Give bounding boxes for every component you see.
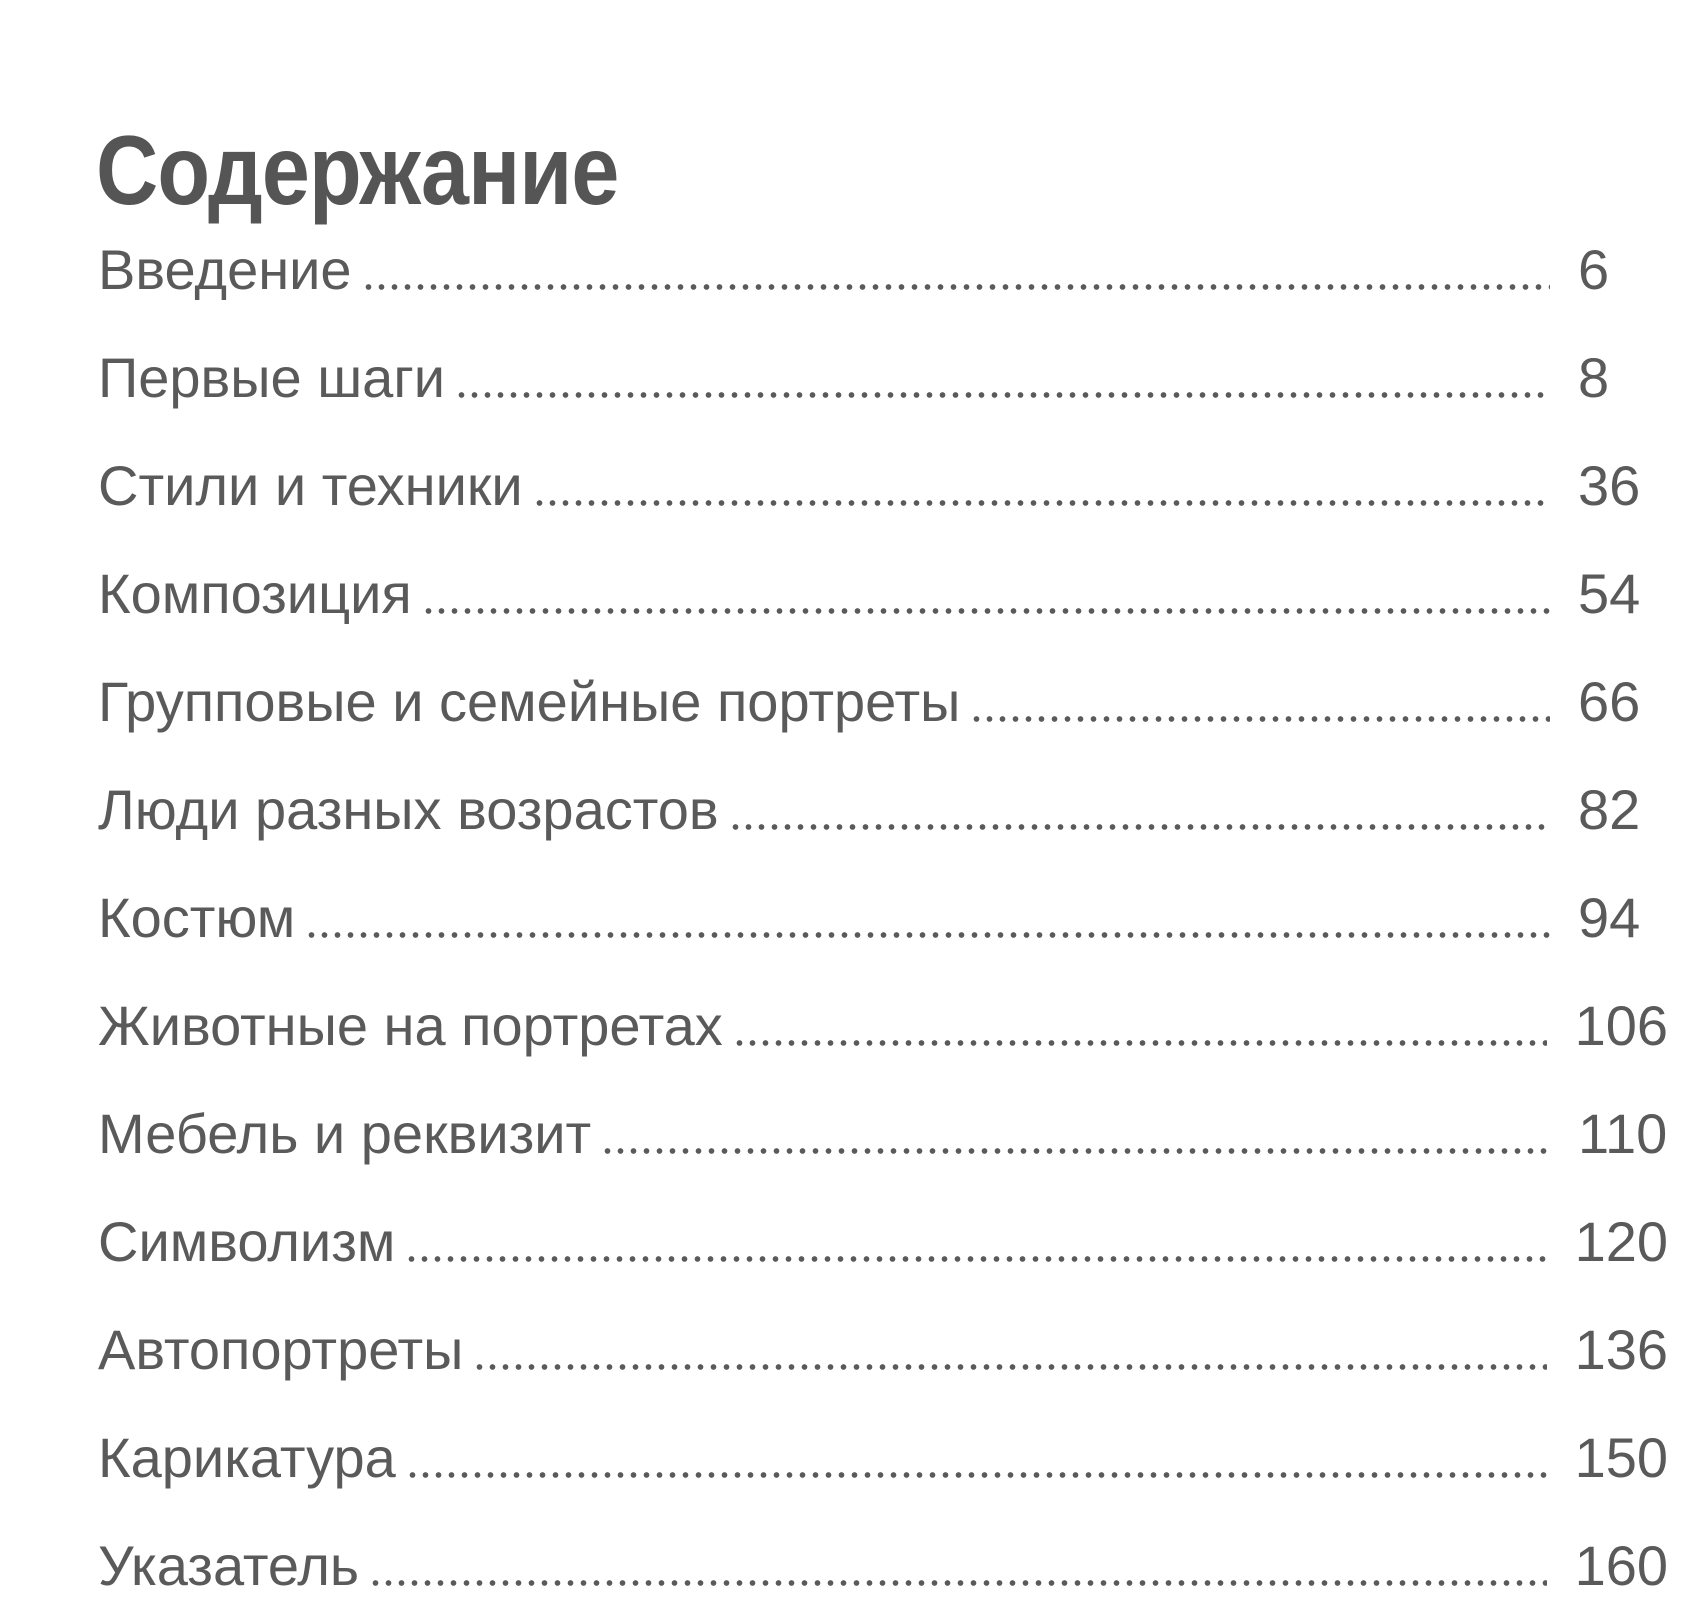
dot-leader xyxy=(405,1256,1546,1262)
dot-leader xyxy=(406,1472,1547,1478)
toc-entry[interactable] xyxy=(98,1270,1668,1381)
toc-entry[interactable] xyxy=(98,1486,1668,1597)
toc-entry[interactable] xyxy=(98,622,1668,733)
toc-entry-page: 8 xyxy=(1578,346,1610,409)
toc-entry-title: Введение xyxy=(98,238,352,301)
toc-entry[interactable] xyxy=(98,946,1668,1057)
dot-leader xyxy=(369,1580,1547,1586)
toc-entry[interactable] xyxy=(98,190,1668,301)
toc-entry-title: Композиция xyxy=(98,562,412,625)
toc-entry-title: Карикатура xyxy=(98,1426,396,1489)
dot-leader xyxy=(601,1148,1550,1154)
toc-entry[interactable] xyxy=(98,514,1668,625)
toc-entry-page: 106 xyxy=(1574,994,1668,1057)
toc-entry-page: 36 xyxy=(1578,454,1641,517)
dot-leader xyxy=(455,392,1550,398)
dot-leader xyxy=(970,716,1550,722)
dot-leader xyxy=(362,284,1550,290)
dot-leader xyxy=(305,932,1550,938)
dot-leader xyxy=(422,608,1550,614)
toc-entry-title: Первые шаги xyxy=(98,346,446,409)
toc-entry[interactable] xyxy=(98,298,1668,409)
toc-entry-title: Животные на портретах xyxy=(98,994,723,1057)
toc-entry-title: Групповые и семейные портреты xyxy=(98,670,961,733)
toc-entry-page: 6 xyxy=(1578,238,1610,301)
toc-entry-title: Стили и техники xyxy=(98,454,523,517)
toc-entry-page: 110 xyxy=(1578,1102,1668,1165)
toc-entry[interactable] xyxy=(98,730,1668,841)
toc-entry-page: 94 xyxy=(1578,886,1641,949)
toc-entry-title: Костюм xyxy=(98,886,296,949)
toc-entry[interactable] xyxy=(98,406,1668,517)
toc-entry-title: Указатель xyxy=(98,1534,360,1597)
toc-entry-title: Символизм xyxy=(98,1210,396,1273)
dot-leader xyxy=(533,500,1550,506)
toc-entry-page: 66 xyxy=(1578,670,1641,733)
page-title: Содержание xyxy=(96,114,619,225)
toc-entry-page: 136 xyxy=(1574,1318,1668,1381)
toc-entry-page: 120 xyxy=(1574,1210,1668,1273)
toc-entry-title: Автопортреты xyxy=(98,1318,464,1381)
toc-entry-title: Люди разных возрастов xyxy=(98,778,719,841)
toc-entry[interactable] xyxy=(98,1054,1668,1165)
toc-entry-page: 150 xyxy=(1574,1426,1668,1489)
dot-leader xyxy=(729,824,1550,830)
dot-leader xyxy=(473,1364,1546,1370)
toc-entry[interactable] xyxy=(98,1378,1668,1489)
toc-entry[interactable] xyxy=(98,1162,1668,1273)
toc-entry-page: 160 xyxy=(1574,1534,1668,1597)
table-of-contents xyxy=(98,190,1668,1597)
dot-leader xyxy=(733,1040,1547,1046)
toc-entry-page: 82 xyxy=(1578,778,1641,841)
toc-entry[interactable] xyxy=(98,838,1668,949)
toc-entry-page: 54 xyxy=(1578,562,1641,625)
toc-entry-title: Мебель и реквизит xyxy=(98,1102,592,1165)
